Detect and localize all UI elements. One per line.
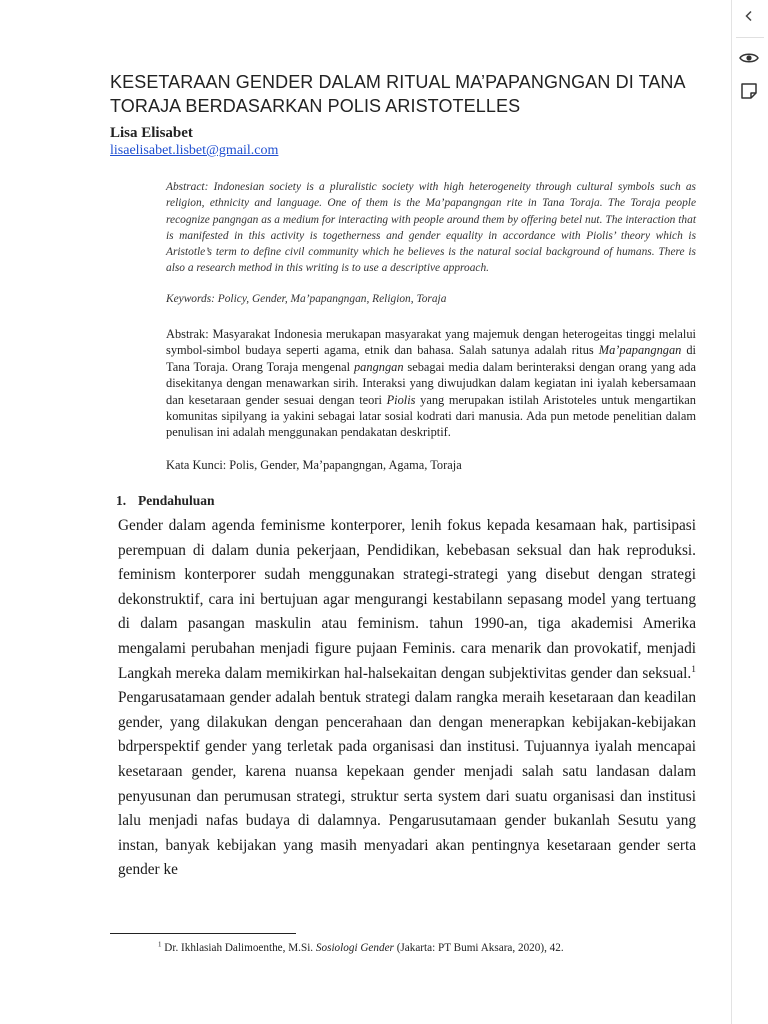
keywords-english: Keywords: Policy, Gender, Ma’papangngan, Religion, Toraja bbox=[166, 293, 447, 305]
abstract-id-text-1: Abstrak: Masyarakat Indonesia merukapan masyarakat yang majemuk dengan heterogeitas tinggi melalui symbol-simbol budaya seperti agama, etnik dan bahasa. Salah satunya adalah ritus bbox=[166, 327, 696, 358]
footnote-text-2: (Jakarta: PT Bumi Aksara, 2020), 42. bbox=[393, 942, 564, 954]
eye-icon bbox=[739, 51, 759, 70]
collapse-panel-button[interactable] bbox=[732, 0, 766, 36]
abstract-id-term-1: Ma’papangngan bbox=[598, 343, 682, 358]
section-title: Pendahuluan bbox=[138, 493, 215, 508]
footnote-reference[interactable]: 1 bbox=[691, 664, 696, 675]
abstract-indonesian bbox=[166, 326, 696, 441]
note-icon bbox=[740, 82, 758, 105]
abstract-id-term-2: pangngan bbox=[353, 359, 404, 374]
footnote-mark: 1 bbox=[158, 940, 162, 949]
add-note-button[interactable] bbox=[732, 75, 766, 111]
footnote-book-title: Sosiologi Gender bbox=[315, 942, 394, 954]
author-name: Lisa Elisabet bbox=[110, 125, 193, 141]
paper-title: KESETARAAN GENDER DALAM RITUAL MA’PAPANGNGAN DI TANA TORAJA BERDASARKAN POLIS ARISTOTELLES bbox=[110, 72, 685, 116]
body-text-part-1: Gender dalam agenda feminisme konterporer, lenih fokus kepada kesamaan hak, partisipasi perempuan di dalam dunia pekerjaan, Pendidikan, kebebasan seksual dan hak reproduksi. feminism konterporer sudah menggunakan strategi-strategi yang disebut dengan strategi dekonstruktif, cara ini bertujuan agar mengurangi kestabilann sepasang model yang tertuang di dalam pasangan maskulin atau feminism. tahun 1990-an, tiga akademisi Amerika mengalami perubahan menjadi figure pujaan Feminis. cara menarik dan provokatif, menjadi Langkah mereka dalam memikirkan hal-halsekaitan dengan subjektivitas gender dan seksual. bbox=[118, 517, 696, 682]
abstract-id-text-4: yang merupakan istilah Aristoteles untuk mengartikan komunitas sipilyang ia yakini sebagai latar sosial kodrati dari manusia. Ada pun metode penelitian dalam penulisan ini adalah menggunakan pendakatan deskriptif. bbox=[166, 392, 696, 440]
footnote bbox=[158, 942, 698, 954]
abstract-id-text-3: sebagai media dalam berinteraksi dengan orang yang ada disekitanya dengan menawarkan sirih. Interaksi yang diwujudkan dalam kegiatan ini iyalah kebersamaan dan kesetaraan gender sesuai dengan teori bbox=[166, 359, 696, 407]
chevron-left-icon bbox=[743, 9, 755, 27]
body-paragraph bbox=[118, 514, 696, 883]
footnote-separator bbox=[110, 933, 296, 934]
side-toolbar bbox=[731, 0, 768, 1024]
keywords-indonesian: Kata Kunci: Polis, Gender, Ma’papangngan, Agama, Toraja bbox=[166, 458, 462, 472]
view-button[interactable] bbox=[732, 42, 766, 78]
section-heading bbox=[116, 493, 215, 509]
abstract-id-term-3: Piolis bbox=[386, 392, 416, 407]
toolbar-divider bbox=[736, 37, 764, 38]
body-text-part-2: Pengarusatamaan gender adalah bentuk strategi dalam rangka meraih kesetaraan dan keadilan gender, yang dilakukan dengan pencerahaan dan dengan menerapkan kebijakan-kebijakan bdrperspektif gender yang terletak pada organisasi dan institusi. Tujuannya iyalah mencapai kesetaraan gender, karena nuansa kepekaan gender menjadi salah satu landasan dalam penyusunan dan perumusan strategi, struktur serta system dari suatu organisasi dan institusi lalu menjadi nafas budaya di dalamnya. Pengarusutamaan gender bukanlah Sesutu yang instan, banyak kebijakan yang masih menyadari akan pentingnya kesetaraan gender serta gender ke bbox=[118, 689, 696, 879]
section-number: 1. bbox=[116, 493, 127, 508]
footnote-text-1: Dr. Ikhlasiah Dalimoenthe, M.Si. bbox=[161, 942, 316, 954]
author-email-link[interactable]: lisaelisabet.lisbet@gmail.com bbox=[110, 143, 279, 158]
abstract-english: Abstract: Indonesian society is a pluralistic society with high heterogeneity through cultural symbols such as religion, ethnicity and language. One of them is the Ma’papangngan rite in Tana Toraja. The Toraja people recognize pangngan as a medium for interacting with people around them by offering betel nut. The interaction that is manifested in this activity is togetherness and gender equality in accordance with Piolis’ theory which is Aristotle’s term to define civil community which he believes is the natural social background of humans. There is also a research method in this writing is to use a descriptive approach. bbox=[166, 181, 696, 275]
abstract-id-text-2: di Tana Toraja. Orang Toraja mengenal bbox=[166, 343, 696, 374]
